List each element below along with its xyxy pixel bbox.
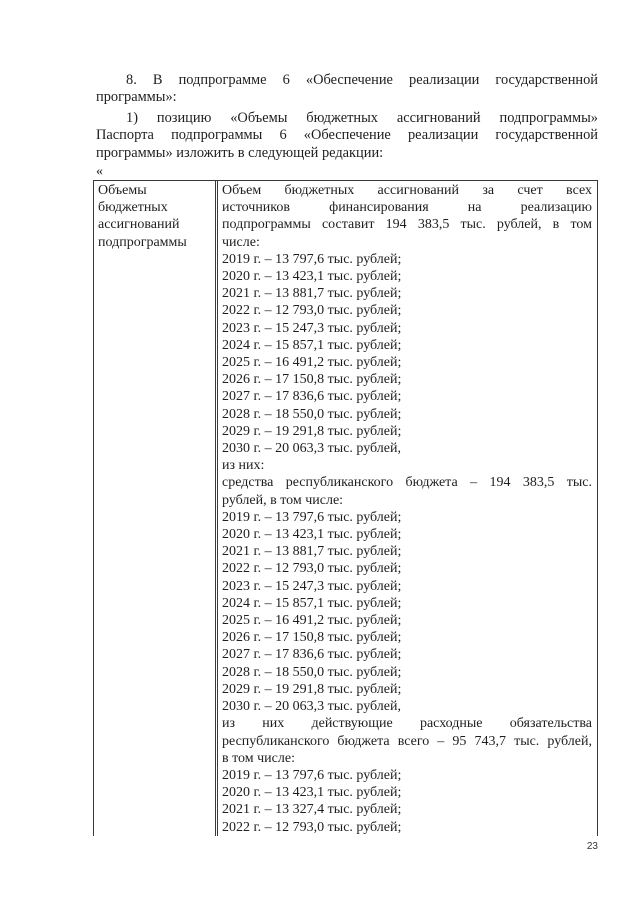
paragraph-line: программы» изложить в следующей редакции: [96, 144, 384, 161]
right-cell-line: рублей, в том числе: [222, 492, 344, 508]
left-cell-line: подпрограммы [98, 234, 187, 250]
right-cell-line: 2030 г. – 20 063,3 тыс. рублей, [222, 699, 401, 715]
right-cell-line: 2029 г. – 19 291,8 тыс. рублей; [222, 681, 402, 697]
left-cell-line: бюджетных [98, 200, 168, 216]
paragraph-line: Паспорта подпрограммы 6 «Обеспечение реализации государственной [96, 127, 598, 144]
budget-table [93, 180, 598, 836]
paragraph-item-1 [96, 110, 598, 162]
paragraph-line: 8. В подпрограмме 6 «Обеспечение реализации государственной [126, 72, 598, 88]
right-cell-line: в том числе: [222, 750, 295, 766]
right-cell-line: 2019 г. – 13 797,6 тыс. рублей; [222, 767, 402, 783]
right-cell-line: 2029 г. – 19 291,8 тыс. рублей; [222, 423, 402, 439]
right-cell-line: источников финансирования на реализацию [222, 200, 592, 216]
right-cell-line: 2022 г. – 12 793,0 тыс. рублей; [222, 303, 402, 319]
right-cell-line: числе: [222, 234, 260, 250]
right-cell-line: 2019 г. – 13 797,6 тыс. рублей; [222, 509, 402, 525]
right-cell-line: 2028 г. – 18 550,0 тыс. рублей; [222, 406, 402, 422]
page-number: 23 [586, 841, 598, 852]
table-right-cell [222, 182, 592, 836]
right-cell-line: 2019 г. – 13 797,6 тыс. рублей; [222, 251, 402, 267]
right-cell-line: 2023 г. – 15 247,3 тыс. рублей; [222, 320, 402, 336]
paragraph-line: программы»: [96, 89, 177, 106]
right-cell-line: 2020 г. – 13 423,1 тыс. рублей; [222, 269, 402, 285]
right-cell-line: 2021 г. – 13 881,7 тыс. рублей; [222, 286, 402, 302]
left-cell-line: ассигнований [98, 217, 180, 233]
opening-quote: « [96, 164, 103, 179]
right-cell-line: 2022 г. – 12 793,0 тыс. рублей; [222, 561, 402, 577]
paragraph-8 [96, 72, 598, 107]
right-cell-line: 2025 г. – 16 491,2 тыс. рублей; [222, 613, 402, 629]
right-cell-line: 2021 г. – 13 327,4 тыс. рублей; [222, 802, 402, 818]
right-cell-line: средства республиканского бюджета – 194 383,5 тыс. [222, 475, 592, 491]
column-divider [215, 181, 216, 836]
right-cell-line: Объем бюджетных ассигнований за счет всех [222, 183, 592, 198]
right-cell-line: 2028 г. – 18 550,0 тыс. рублей; [222, 664, 402, 680]
right-cell-line: 2026 г. – 17 150,8 тыс. рублей; [222, 372, 402, 388]
right-cell-line: 2026 г. – 17 150,8 тыс. рублей; [222, 630, 402, 646]
right-cell-line: 2027 г. – 17 836,6 тыс. рублей; [222, 647, 402, 663]
right-cell-line: 2030 г. – 20 063,3 тыс. рублей, [222, 441, 401, 457]
right-cell-line: 2024 г. – 15 857,1 тыс. рублей; [222, 337, 402, 353]
right-cell-line: из них действующие расходные обязательства [222, 716, 592, 732]
table-left-cell [98, 182, 210, 251]
right-cell-line: 2022 г. – 12 793,0 тыс. рублей; [222, 819, 402, 835]
right-cell-line: 2023 г. – 15 247,3 тыс. рублей; [222, 578, 402, 594]
right-cell-line: 2027 г. – 17 836,6 тыс. рублей; [222, 389, 402, 405]
paragraph-line: 1) позицию «Объемы бюджетных ассигнований подпрограммы» [126, 110, 598, 126]
right-cell-line: 2025 г. – 16 491,2 тыс. рублей; [222, 355, 402, 371]
right-cell-line: республиканского бюджета всего – 95 743,7 тыс. рублей, [222, 733, 592, 749]
right-cell-line: 2020 г. – 13 423,1 тыс. рублей; [222, 527, 402, 543]
right-cell-line: из них: [222, 458, 265, 474]
left-cell-line: Объемы [98, 183, 147, 198]
right-cell-line: подпрограммы составит 194 383,5 тыс. рублей, в том [222, 217, 592, 233]
right-cell-line: 2020 г. – 13 423,1 тыс. рублей; [222, 785, 402, 801]
right-cell-line: 2024 г. – 15 857,1 тыс. рублей; [222, 595, 402, 611]
right-cell-line: 2021 г. – 13 881,7 тыс. рублей; [222, 544, 402, 560]
